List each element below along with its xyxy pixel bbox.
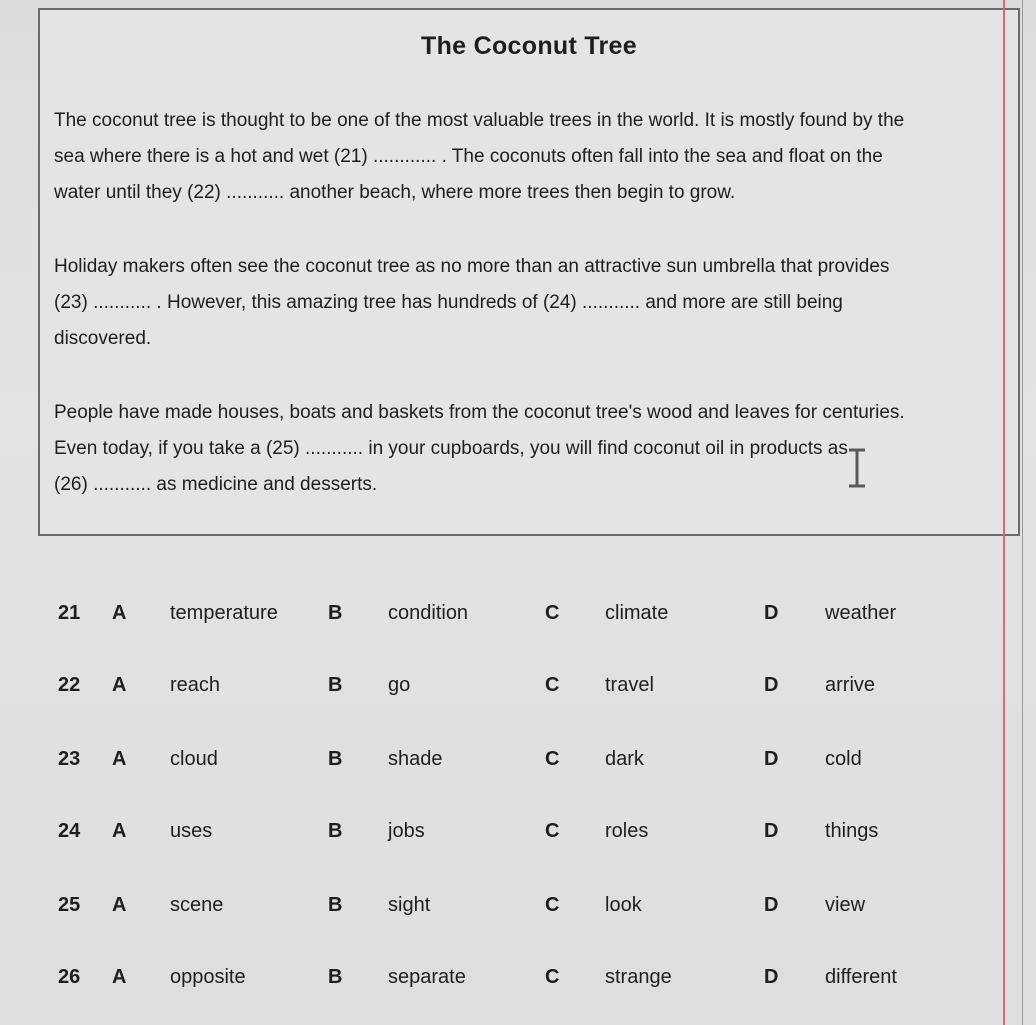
option-letter-a: A xyxy=(112,748,127,770)
passage-line: Holiday makers often see the coconut tree as no more than an attractive sun umbrella that provides xyxy=(54,256,890,277)
page-title: The Coconut Tree xyxy=(421,32,637,60)
question-row-22 xyxy=(0,674,1036,714)
question-number: 23 xyxy=(58,748,81,770)
option-letter-a: A xyxy=(112,674,127,696)
passage-line-gap-22: water until they (22) ........... another beach, where more trees then begin to grow. xyxy=(54,182,736,203)
passage-line: People have made houses, boats and baskets from the coconut tree's wood and leaves for centuries. xyxy=(54,402,905,423)
option-a[interactable]: temperature xyxy=(170,602,278,624)
option-a[interactable]: scene xyxy=(170,894,224,916)
option-letter-b: B xyxy=(328,748,343,770)
option-letter-a: A xyxy=(112,602,127,624)
option-d[interactable]: different xyxy=(825,966,897,988)
option-d[interactable]: things xyxy=(825,820,879,842)
option-letter-d: D xyxy=(764,748,779,770)
option-letter-c: C xyxy=(545,602,560,624)
option-letter-b: B xyxy=(328,894,343,916)
passage-line-gap-25: Even today, if you take a (25) ........... in your cupboards, you will find coconut oil in products as xyxy=(54,438,848,459)
option-letter-a: A xyxy=(112,820,127,842)
option-b[interactable]: separate xyxy=(388,966,466,988)
option-c[interactable]: strange xyxy=(605,966,672,988)
option-b[interactable]: condition xyxy=(388,602,469,624)
passage-line-gap-21: sea where there is a hot and wet (21) ............ . The coconuts often fall into the sea and float on the xyxy=(54,146,883,167)
question-row-23 xyxy=(0,748,1036,788)
option-c[interactable]: roles xyxy=(605,820,649,842)
option-letter-b: B xyxy=(328,602,343,624)
option-a[interactable]: uses xyxy=(170,820,213,842)
option-letter-c: C xyxy=(545,894,560,916)
question-number: 25 xyxy=(58,894,81,916)
question-number: 26 xyxy=(58,966,81,988)
option-b[interactable]: sight xyxy=(388,894,431,916)
option-b[interactable]: go xyxy=(388,674,411,696)
option-letter-c: C xyxy=(545,748,560,770)
option-letter-c: C xyxy=(545,966,560,988)
option-c[interactable]: dark xyxy=(605,748,644,770)
question-number: 21 xyxy=(58,602,81,624)
question-row-24 xyxy=(0,820,1036,860)
option-letter-d: D xyxy=(764,966,779,988)
passage-line: The coconut tree is thought to be one of the most valuable trees in the world. It is mostly found by the xyxy=(54,110,905,131)
option-letter-d: D xyxy=(764,894,779,916)
passage-line-gap-26: (26) ........... as medicine and desserts. xyxy=(54,474,378,495)
passage-line-gap-23-24: (23) ........... . However, this amazing tree has hundreds of (24) ........... and more are still being xyxy=(54,292,843,313)
question-number: 24 xyxy=(58,820,81,842)
frame-edge xyxy=(1022,0,1023,1025)
option-c[interactable]: look xyxy=(605,894,642,916)
option-b[interactable]: jobs xyxy=(388,820,425,842)
option-letter-a: A xyxy=(112,966,127,988)
option-d[interactable]: arrive xyxy=(825,674,876,696)
option-letter-b: B xyxy=(328,674,343,696)
question-row-21 xyxy=(0,602,1036,642)
option-d[interactable]: weather xyxy=(825,602,897,624)
option-letter-d: D xyxy=(764,602,779,624)
option-letter-d: D xyxy=(764,674,779,696)
option-a[interactable]: reach xyxy=(170,674,221,696)
option-letter-c: C xyxy=(545,674,560,696)
passage-line: discovered. xyxy=(54,328,152,349)
question-number: 22 xyxy=(58,674,81,696)
option-d[interactable]: cold xyxy=(825,748,862,770)
option-c[interactable]: climate xyxy=(605,602,669,624)
margin-rule xyxy=(1003,0,1005,1025)
option-b[interactable]: shade xyxy=(388,748,443,770)
option-c[interactable]: travel xyxy=(605,674,654,696)
question-row-25 xyxy=(0,894,1036,934)
question-row-26 xyxy=(0,966,1036,1006)
option-letter-a: A xyxy=(112,894,127,916)
option-letter-b: B xyxy=(328,966,343,988)
option-d[interactable]: view xyxy=(825,894,866,916)
option-letter-d: D xyxy=(764,820,779,842)
option-a[interactable]: cloud xyxy=(170,748,218,770)
option-a[interactable]: opposite xyxy=(170,966,246,988)
option-letter-b: B xyxy=(328,820,343,842)
option-letter-c: C xyxy=(545,820,560,842)
